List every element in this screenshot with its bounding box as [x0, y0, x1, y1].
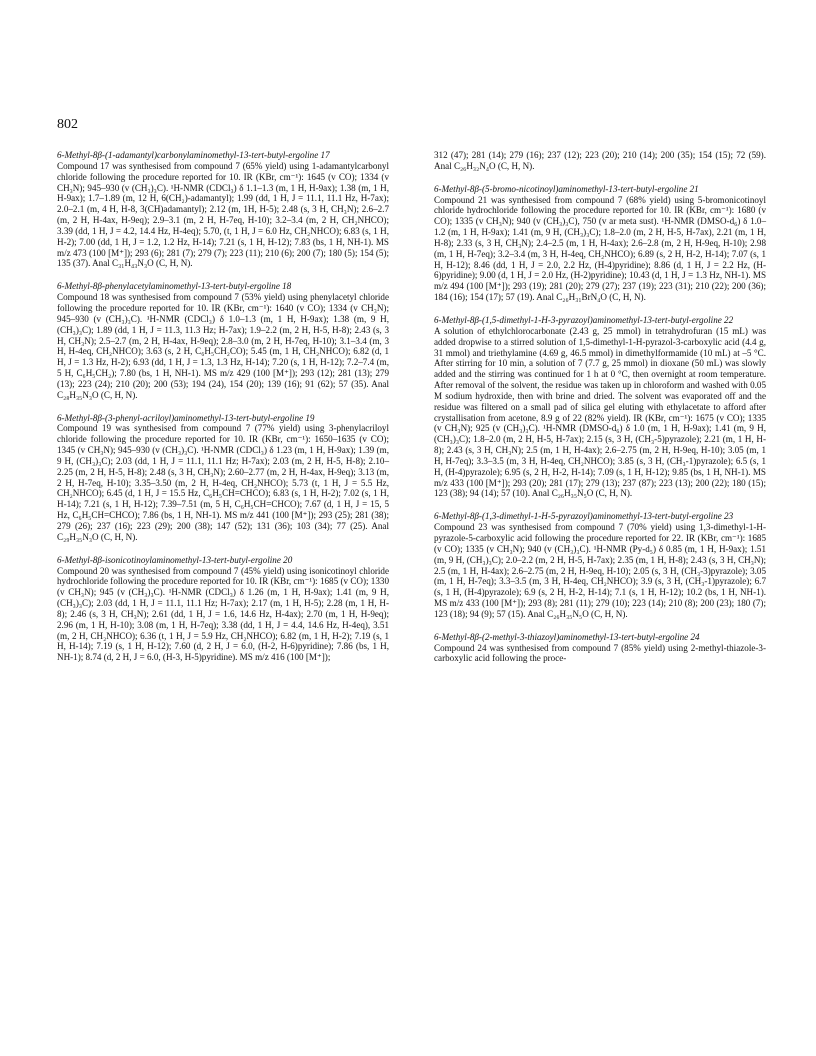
- entry-body: A solution of ethylchlorocarbonate (2.43 g, 25 mmol) in tetrahydrofuran (15 mL) was added dropwise to a stirred solution of 1,5-dimethyl-1-H-pyrazol-3-carboxylic acid (4.4 g, 31 mmol) and triethylamine (4.69 g, 46.5 mmol) in dimethylformamide (10 mL) at –5 °C. After stirring for 10 min, a solution of 7 (7.7 g, 25 mmol) in dioxane (50 mL) was slowly added and the stirring was continued for 1 h at 0 °C, then overnight at room temperature. After removal of the solvent, the residue was taken up in chloroform and washed with 0.05 M sodium hydroxide, then with brine and dried. The solvent was evaporated off and the residue was filtered on a small pad of silica gel eluting with ethylacetate to afford after crystallisation from acetone, 8.9 g of 22 (82% yield). IR (KBr, cm⁻¹): 1675 (v CO); 1335 (v CH₃N); 925 (v (CH₃)₃C). ¹H-NMR (DMSO-d₆) δ 1.0 (m, 1 H, H-9ax); 1.41 (m, 9 H, (CH₃)₃C); 1.8–2.0 (m, 2 H, H-5, H-7ax); 2.15 (s, 3 H, (CH₃-5)pyrazole); 2.21 (m, 1 H, H-8); 2.43 (s, 3 H, CH₃N); 2.5 (m, 1 H, H-4ax); 2.6–2.75 (m, 2 H, H-9eq, H-10); 3.05 (m, 1 H, H-7eq); 3.3–3.5 (m, 3 H, H-4eq, CH₂NHCO); 3.85 (s, 3 H, (CH₃-1)pyrazole); 6.5 (s, 1 H, (H-4)pyrazole); 6.95 (s, 2 H, H-2, H-14); 7.09 (s, 1 H, H-12); 9.85 (bs, 1 H, NH-1). MS m/z 433 (100 [M⁺]); 293 (20); 281 (17); 279 (13); 237 (87); 223 (13); 200 (22); 180 (15); 123 (38); 94 (14); 57 (10). Anal C₂₆H₃₅N₅O (C, H, N).: [434, 325, 766, 499]
- left-column: [57, 150, 389, 675]
- entry-title: 6-Methyl-8β-(2-methyl-3-thiazoyl)aminomethyl-13-tert-butyl-ergoline 24: [434, 631, 700, 642]
- compound-entry: [434, 632, 766, 665]
- compound-entry: [57, 555, 389, 663]
- entry-body: Compound 17 was synthesised from compound 7 (65% yield) using 1-adamantylcarbonyl chloride following the procedure reported for 10. IR (KBr, cm⁻¹): 1645 (v CO); 1334 (v CH₃N); 945–930 (v (CH₃)₃C). ¹H-NMR (CDCl₃) δ 1.1–1.3 (m, 1 H, H-9ax); 1.38 (m, 1 H, H-9ax); 1.7–1.89 (m, 12 H, 6(CH₂)-adamantyl); 1.99 (dd, 1 H, J = 11.1, 11.1 Hz, H-7ax); 2.0–2.1 (m, 4 H, H-8, 3(CH)adamantyl); 2.12 (m, 1H, H-5); 2.48 (s, 3 H, CH₃N); 2.6–2.7 (m, 2 H, H-4ax, H-9eq); 2.9–3.1 (m, 2 H, H-7eq, H-10); 3.2–3.4 (m, 2 H, CH₂NHCO); 3.39 (dd, 1 H, J = 4.2, 14.4 Hz, H-4eq); 5.70, (t, 1 H, J = 6.0 Hz, CH₂NHCO); 6.83 (s, 1 H, H-2); 7.00 (dd, 1 H, J = 1.2, 1.2 Hz, H-14); 7.21 (s, 1 H, H-12); 7.83 (bs, 1 H, NH-1). MS m/z 473 (100 [M⁺]); 293 (6); 281 (7); 279 (7); 223 (11); 210 (6); 200 (7); 180 (5); 154 (5); 135 (37). Anal C₃₁H₄₃N₃O (C, H, N).: [57, 160, 389, 269]
- entry-title: 6-Methyl-8β-phenylacetylaminomethyl-13-tert-butyl-ergoline 18: [57, 281, 292, 292]
- entry-title: 6-Methyl-8β-isonicotinoylaminomethyl-13-tert-butyl-ergoline 20: [57, 554, 293, 565]
- compound-entry: [57, 413, 389, 543]
- entry-body: Compound 18 was synthesised from compound 7 (53% yield) using phenylacetyl chloride following the procedure reported for 10. IR (KBr, cm⁻¹): 1640 (v CO); 1334 (v CH₃N); 945–930 (v (CH₃)₃C). ¹H-NMR (CDCl₃) δ 1.0–1.3 (m, 1 H, H-9ax); 1.38 (m, 9 H, (CH₃)₃C); 1.89 (dd, 1 H, J = 11.3, 11.3 Hz; H-7ax); 1.9–2.2 (m, 2 H, H-5, H-8); 2.43 (s, 3 H, CH₃N); 2.5–2.7 (m, 2 H, H-4ax, H-9eq); 2.8–3.0 (m, 2 H, H-7eq, H-10); 3.1–3.4 (m, 3 H, H-4eq, CH₂NHCO); 3.63 (s, 2 H, C₆H₅CH₂CO); 5.45 (m, 1 H, CH₂NHCO); 6.82 (d, 1 H, J = 1.3 Hz, H-2); 6.93 (dd, 1 H, J = 1.3, 1.3 Hz, H-14); 7.20 (s, 1 H, H-12); 7.2–7.4 (m, 5 H, C₆H₅CH₂); 7.80 (bs, 1 H, NH-1). MS m/z 429 (100 [M⁺]); 293 (12); 281 (13); 279 (13); 223 (24); 210 (20); 200 (53); 194 (24), 154 (20); 139 (16); 91 (62); 57 (35). Anal C₂₈H₃₅N₃O (C, H, N).: [57, 292, 389, 400]
- page-number: 802: [57, 117, 78, 132]
- entry-body: Compound 23 was synthesised from compound 7 (70% yield) using 1,3-dimethyl-1-H-pyrazole-5-carboxylic acid following the procedure reported for 22. IR (KBr, cm⁻¹): 1685 (v CO); 1335 (v CH₃N); 940 (v (CH₃)₃C). ¹H-NMR (Py-d₅) δ 0.85 (m, 1 H, H-9ax); 1.51 (m, 9 H, (CH₃)₃C); 2.0–2.2 (m, 2 H, H-5, H-7ax); 2.35 (m, 1 H, H-8); 2.43 (s, 3 H, CH₃N); 2.5 (m, 1 H, H-4ax); 2.6–2.75 (m, 2 H, H-9eq, H-10); 2.05 (s, 3 H, (CH₃-3)pyrazole); 3.05 (m, 1 H, H-7eq); 3.3–3.5 (m, 3 H, H-4eq, CH₂NHCO); 3.9 (s, 3 H, (CH₃-1)pyrazole); 6.7 (s, 1 H, (H-4)pyrazole); 6.9 (s, 2 H, H-2, H-14); 7.1 (s, 1 H, H-12); 10.2 (bs, 1 H, NH-1). MS m/z 433 (100 [M⁺]); 293 (8); 281 (11); 279 (10); 223 (14); 210 (8); 200 (23); 180 (7); 123 (18); 94 (9); 57 (15). Anal C₂₆H₃₅N₅O (C, H, N).: [434, 522, 766, 619]
- compound-entry: [434, 511, 766, 619]
- entry-title: 6-Methyl-8β-(1,3-dimethyl-1-H-5-pyrazoyl)aminomethyl-13-tert-butyl-ergoline 23: [434, 511, 734, 522]
- continued-text: 312 (47); 281 (14); 279 (16); 237 (12); 223 (20); 210 (14); 200 (35); 154 (15); 72 (59). Anal C₂₆H₃₂N₄O (C, H, N).: [434, 150, 766, 171]
- entry-body: Compound 24 was synthesised from compound 7 (85% yield) using 2-methyl-thiazole-3-carboxylic acid following the proce-: [434, 642, 766, 664]
- entry-title: 6-Methyl-8β-(1-adamantyl)carbonylaminomethyl-13-tert-butyl-ergoline 17: [57, 150, 330, 160]
- entry-title: 6-Methyl-8β-(3-phenyl-acriloyl)aminomethyl-13-tert-butyl-ergoline 19: [57, 412, 315, 423]
- entry-body: Compound 19 was synthesised from compound 7 (77% yield) using 3-phenylacriloyl chloride following the procedure reported for 10. IR (KBr, cm⁻¹): 1650–1635 (v CO); 1345 (v CH₃N); 945–930 (v (CH₃)₃C). ¹H-NMR (CDCl₃) δ 1.23 (m, 1 H, H-9ax); 1.39 (m, 9 H, (CH₃)₃C); 2.03 (dd, 1 H, J = 11.1, 11.1 Hz; H-7ax); 2.03 (m, 2 H, H-5, H-8); 2.10–2.25 (m, 2 H, H-5, H-8); 2.48 (s, 3 H, CH₃N); 2.60–2.77 (m, 2 H, H-4ax, H-9eq); 3.13 (m, 2 H, H-7eq, H-10); 3.35–3.50 (m, 2 H, H-4eq, CH₂NHCO); 5.73 (t, 1 H, J = 5.5 Hz, CH₂NHCO); 6.45 (d, 1 H, J = 15.5 Hz, C₆H₅CH=CHCO); 6.83 (s, 1 H, H-2); 7.02 (s, 1 H, H-14); 7.21 (s, 1 H, H-12); 7.39–7.51 (m, 5 H, C₆H₅CH=CHCO); 7.67 (d, 1 H, J = 15, 5 Hz, C₆H₅CH=CHCO); 7.86 (bs, 1 H, NH-1). MS m/z 441 (100 [M⁺]); 293 (25); 281 (38); 279 (26); 237 (16); 223 (29); 200 (38); 147 (52); 131 (36); 103 (34); 77 (25). Anal C₂₉H₃₅N₃O (C, H, N).: [57, 423, 389, 542]
- entry-body: Compound 20 was synthesised from compound 7 (45% yield) using isonicotinoyl chloride hydrochloride following the procedure reported for 10. IR (KBr, cm⁻¹): 1685 (v CO); 1330 (v CH₃N); 945 (v (CH₃)₃C). ¹H-NMR (CDCl₃) δ 1.26 (m, 1 H, H-9ax); 1.41 (m, 9 H, (CH₃)₃C); 2.03 (dd, 1 H, J = 11.1, 11.1 Hz; H-7ax); 2.17 (m, 1 H, H-5); 2.28 (m, 1 H, H-8); 2.46 (s, 3 H, CH₃N); 2.61 (dd, 1 H, J = 1.6, 14.6 Hz, H-4ax); 2.70 (m, 1 H, H-9eq); 2.96 (m, 1 H, H-10); 3.08 (m, 1 H, H-7eq); 3.38 (dd, 1 H, J = 4.4, 14.6 Hz, H-4eq), 3.51 (m, 2 H, CH₂NHCO); 6.36 (t, 1 H, J = 5.9 Hz, CH₂NHCO); 6.82 (m, 1 H, H-2); 7.19 (s, 1 H, H-14); 7.19 (s, 1 H, H-12); 7.60 (d, 2 H, J = 6.0, (H-2, H-6)pyridine); 7.86 (bs, 1 H, NH-1); 8.74 (d, 2 H, J = 6.0, (H-3, H-5)pyridine). MS m/z 416 (100 [M⁺]);: [57, 565, 389, 663]
- entry-title: 6-Methyl-8β-(1,5-dimethyl-1-H-3-pyrazoyl)aminomethyl-13-tert-butyl-ergoline 22: [434, 314, 734, 325]
- entry-body: Compound 21 was synthesised from compound 7 (68% yield) using 5-bromonicotinoyl chloride hydrochloride following the procedure reported for 10. IR (KBr, cm⁻¹): 1680 (v CO); 1335 (v CH₃N); 940 (v (CH₃)₃C), 750 (v ar meta sust). ¹H-NMR (DMSO-d₆) δ 1.0–1.2 (m, 1 H, H-9ax); 1.41 (m, 9 H, (CH₃)₃C); 1.8–2.0 (m, 2 H, H-5, H-7ax), 2.21 (m, 1 H, H-8); 2.33 (s, 3 H, CH₃N); 2.4–2.5 (m, 1 H, H-4ax); 2.6–2.8 (m, 2 H, H-9eq, H-10); 2.98 (m, 1 H, H-7eq); 3.2–3.4 (m, 3 H, H-4eq, CH₂NHCO); 6.89 (s, 2 H, H-2, H-14); 7.07 (s, 1 H, H-12); 8.46 (dd, 1 H, J = 2.0, 2.2 Hz, (H-4)pyridine); 8.86 (d, 1 H, J = 2.2 Hz, (H-6)pyridine); 9.00 (d, 1 H, J = 2.0 Hz, (H-2)pyridine); 10.43 (d, 1 H, J = 1.3 Hz, NH-1). MS m/z 494 (100 [M⁺]); 293 (19); 281 (20); 279 (27); 237 (19); 223 (31); 210 (22); 200 (36); 184 (16); 154 (17); 57 (19). Anal C₂₆H₃₁BrN₄O (C, H, N).: [434, 194, 766, 303]
- compound-entry: [57, 281, 389, 400]
- right-column: [434, 150, 766, 676]
- compound-entry: [434, 315, 766, 499]
- compound-entry: [434, 184, 766, 303]
- entry-title: 6-Methyl-8β-(5-bromo-nicotinoyl)aminomethyl-13-tert-butyl-ergoline 21: [434, 183, 699, 194]
- compound-entry: [57, 150, 389, 269]
